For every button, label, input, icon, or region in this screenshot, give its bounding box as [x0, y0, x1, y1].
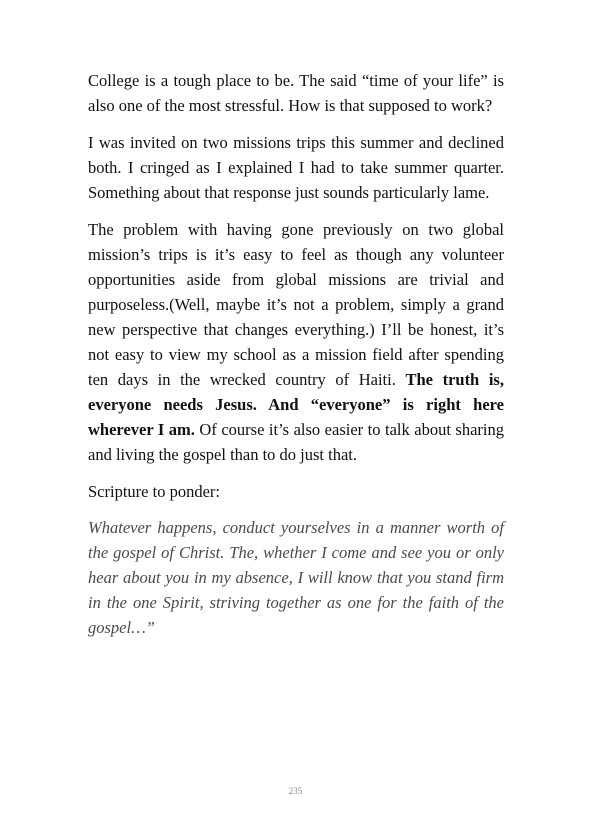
paragraph-mission-trips: I was invited on two missions trips this summer and declined both. I cringed as I explained I had to take summer quarter. Something about that response just sounds particularly lame.: [88, 133, 504, 202]
scripture-heading: Scripture to ponder:: [88, 482, 220, 501]
scripture-quote: Whatever happens, conduct yourselves in a manner worth of the gospel of Christ. The, whether I come and see you or only hear about you in my absence, I will know that you stand firm in the one Spirit, striving together as one for the faith of the gospel…”: [88, 518, 504, 637]
page-number: 235: [288, 786, 303, 796]
paragraph-college: College is a tough place to be. The said “time of your life” is also one of the most stressful. How is that supposed to work?: [88, 71, 504, 115]
paragraph-problem: [88, 217, 504, 467]
page-body: [88, 68, 504, 652]
paragraph-problem-bold-text: The truth is, everyone needs Jesus. And “everyone” is right here wherever I am.: [88, 370, 504, 439]
paragraph-problem-text-end: Of course it’s also easier to talk about sharing and living the gospel than to do just that.: [88, 420, 504, 464]
paragraph-problem-text-start: The problem with having gone previously on two global mission’s trips is it’s easy to feel as though any volunteer opportunities aside from global missions are trivial and purposeless.(Well, maybe it’s not a problem, simply a grand new perspective that changes everything.) I’ll be honest, it’s not easy to view my school as a mission field after spending ten days in the wrecked country of Haiti.: [88, 220, 504, 389]
